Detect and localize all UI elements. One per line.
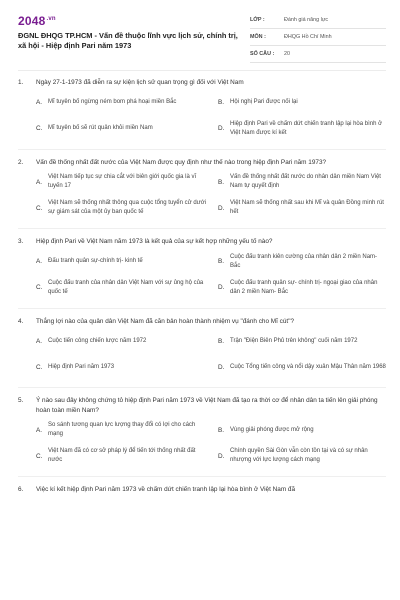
question-stem	[0, 237, 400, 247]
question-number: 3.	[18, 238, 24, 245]
meta-label: MÔN :	[250, 34, 266, 40]
question-divider	[18, 149, 386, 150]
option-text: Vùng giải phóng được mở rộng	[230, 426, 314, 433]
question-divider	[18, 308, 386, 309]
header-divider	[18, 70, 386, 71]
answer-option[interactable]	[36, 119, 206, 139]
question-stem	[0, 158, 400, 168]
meta-value: 20	[284, 51, 290, 57]
answer-options	[0, 93, 400, 139]
option-text: Việt Nam tiếp tục sự chia cắt với biên giới quốc gia là vĩ tuyến 17	[48, 174, 197, 189]
question-divider	[18, 387, 386, 388]
answer-option[interactable]	[36, 93, 206, 113]
answer-option[interactable]	[218, 331, 388, 351]
option-letter: A.	[36, 258, 43, 265]
answer-option[interactable]	[218, 198, 388, 218]
answer-option[interactable]	[36, 278, 206, 298]
question-stem	[0, 317, 400, 327]
option-letter: D.	[218, 125, 225, 132]
option-letter: C.	[36, 452, 43, 460]
meta-label: SỐ CÂU :	[250, 51, 275, 57]
option-text: Hiệp định Pari về chấm dứt chiến tranh lập lại hòa bình ở Việt Nam được kí kết	[230, 120, 383, 136]
option-letter: D.	[218, 204, 225, 212]
option-text: Đấu tranh quân sự-chính trị- kinh tế	[48, 258, 143, 264]
answer-option[interactable]	[36, 252, 206, 272]
question-number: 1.	[18, 79, 24, 86]
answer-option[interactable]	[36, 446, 206, 466]
site-logo[interactable]	[18, 14, 56, 28]
option-letter: B.	[218, 337, 225, 345]
question-text: Thắng lợi nào của quân dân Việt Nam đã căn bản hoàn thành nhiệm vụ "đánh cho Mĩ cút"?	[36, 317, 295, 325]
option-text: Việt Nam sẽ thống nhất thông qua cuộc tổng tuyển cử dưới sự giám sát của một ủy ban quốc tế	[48, 200, 206, 215]
option-letter: A.	[36, 178, 43, 186]
logo-suffix: .vn	[46, 16, 56, 22]
question-text: Ý nào sau đây không chứng tỏ hiệp định Pari năm 1973 về Việt Nam đã tạo ra thời cơ để nhân dân ta tiến lên giải phóng hoàn toàn miền Nam?	[36, 397, 378, 414]
question-stem	[0, 396, 400, 415]
question-divider	[18, 476, 386, 477]
option-letter: A.	[36, 337, 43, 345]
answer-option[interactable]	[218, 93, 388, 113]
answer-option[interactable]	[218, 119, 388, 139]
option-text: Cuộc đấu tranh kiên cường của nhân dân 2 miền Nam- Bắc	[230, 253, 378, 269]
option-text: Việt Nam đã có cơ sở pháp lý để tiến tới thống nhất đất nước	[48, 448, 196, 463]
option-letter: B.	[218, 426, 225, 434]
option-letter: B.	[218, 99, 225, 106]
question-text: Vấn đề thống nhất đất nước của Việt Nam được quy định như thế nào trong hiệp định Pari năm 1973?	[36, 158, 327, 166]
answer-option[interactable]	[36, 172, 206, 192]
question-text: Hiệp định Pari về Việt Nam năm 1973 là kết quả của sự kết hợp những yếu tố nào?	[36, 238, 273, 245]
answer-option[interactable]	[218, 446, 388, 466]
answer-option[interactable]	[36, 198, 206, 218]
option-letter: C.	[36, 125, 43, 132]
question-text: Việc kí kết hiệp định Pari năm 1973 về chấm dứt chiến tranh lập lại hòa bình ở Việt Nam đã	[36, 486, 296, 493]
option-text: Mĩ tuyên bố sẽ rút quân khỏi miền Nam	[48, 125, 153, 131]
meta-value: Đánh giá năng lực	[284, 17, 329, 23]
answer-options	[0, 252, 400, 298]
question-1	[0, 78, 400, 139]
question-5	[0, 396, 400, 466]
answer-option[interactable]	[218, 420, 388, 440]
option-letter: B.	[218, 178, 225, 186]
question-3	[0, 237, 400, 298]
option-text: Mĩ tuyên bố ngừng ném bom phá hoại miền Bắc	[48, 99, 177, 105]
answer-option[interactable]	[218, 278, 388, 298]
question-number: 5.	[18, 397, 24, 404]
question-stem	[0, 78, 400, 88]
answer-option[interactable]	[218, 172, 388, 192]
option-text: So sánh tương quan lực lượng thay đổi có lợi cho cách mạng	[48, 422, 196, 437]
meta-label: LỚP :	[250, 17, 265, 23]
option-text: Cuộc Tổng tiến công và nổi dậy xuân Mậu Thân năm 1968	[230, 363, 386, 370]
option-text: Việt Nam sẽ thống nhất sau khi Mĩ và quân Đồng minh rút hết	[230, 200, 384, 215]
option-letter: D.	[218, 284, 225, 291]
question-2	[0, 158, 400, 219]
question-text: Ngày 27-1-1973 đã diễn ra sự kiện lịch sử quan trọng gì đối với Việt Nam	[36, 79, 244, 86]
option-letter: D.	[218, 363, 225, 371]
option-letter: C.	[36, 204, 43, 212]
question-divider	[18, 228, 386, 229]
meta-row-count	[250, 46, 386, 63]
question-4	[0, 317, 400, 378]
meta-row-class	[250, 12, 386, 29]
option-text: Cuộc tiến công chiến lược năm 1972	[48, 337, 147, 344]
worksheet-header	[0, 0, 400, 66]
answer-option[interactable]	[218, 252, 388, 272]
question-number: 2.	[18, 158, 24, 166]
answer-option[interactable]	[36, 357, 206, 377]
question-list	[0, 78, 400, 505]
answer-options	[0, 420, 400, 466]
option-text: Vấn đề thống nhất đất nước do nhân dân miền Nam Việt Nam tự quyết định	[230, 174, 381, 189]
option-text: Hội nghị Pari được nối lại	[230, 99, 298, 105]
question-6	[0, 485, 400, 495]
answer-option[interactable]	[36, 331, 206, 351]
logo-main: 2048	[18, 14, 46, 28]
option-letter: D.	[218, 452, 225, 460]
option-letter: B.	[218, 258, 225, 265]
option-text: Cuộc đấu tranh quân sự- chính trị- ngoại giao của nhân dân 2 miền Nam- Bắc	[230, 279, 378, 295]
option-letter: A.	[36, 99, 43, 106]
question-number: 4.	[18, 317, 24, 325]
option-text: Trận "Điện Biên Phủ trên không" cuối năm 1972	[230, 337, 358, 344]
document-title: ĐGNL ĐHQG TP.HCM - Vấn đề thuộc lĩnh vực lịch sử, chính trị, xã hội - Hiệp định Pari năm 1973	[18, 31, 238, 50]
answer-options	[0, 331, 400, 377]
option-letter: C.	[36, 284, 43, 291]
option-text: Cuộc đấu tranh của nhân dân Việt Nam với sự ủng hộ của quốc tế	[48, 279, 204, 295]
meta-value: ĐHQG Hồ Chí Minh	[284, 34, 332, 40]
question-stem	[0, 485, 400, 495]
answer-option[interactable]	[36, 420, 206, 440]
answer-options	[0, 172, 400, 218]
option-letter: C.	[36, 363, 43, 371]
option-text: Hiệp định Pari năm 1973	[48, 363, 115, 370]
meta-row-subject	[250, 29, 386, 46]
option-text: Chính quyền Sài Gòn vẫn còn tồn tại và có sự nhân nhượng với lực lượng cách mạng	[230, 448, 368, 463]
question-number: 6.	[18, 486, 24, 493]
meta-panel	[250, 12, 386, 63]
answer-option[interactable]	[218, 357, 388, 377]
option-letter: A.	[36, 426, 43, 434]
